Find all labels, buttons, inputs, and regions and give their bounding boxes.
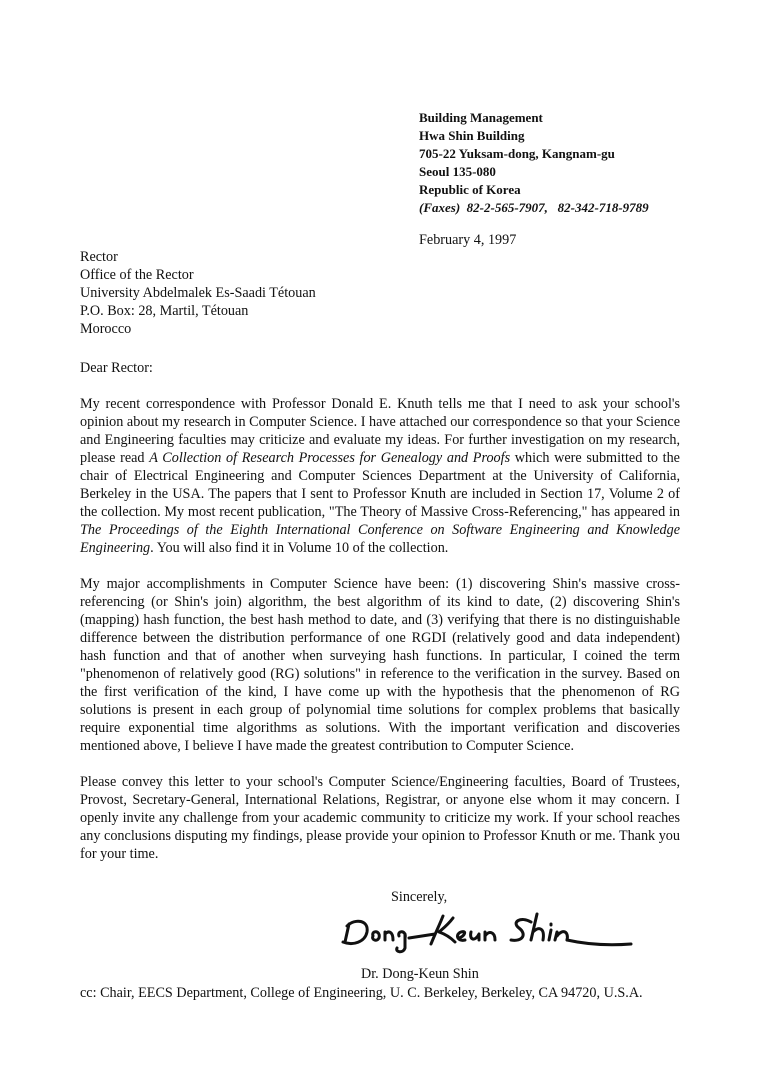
closing: Sincerely, <box>391 889 448 905</box>
recipient-line: University Abdelmalek Es-Saadi Tétouan <box>80 285 316 301</box>
fax-label: (Faxes) <box>419 200 461 215</box>
sender-line: Republic of Korea <box>419 182 521 197</box>
paragraph-1 <box>80 395 680 557</box>
p1-title-proceedings: The Proceedings of the Eighth International Conference on Software Engineering and Knowledge Engineering <box>80 522 680 556</box>
handwritten-signature <box>335 908 635 958</box>
fax-numbers: 82-2-565-7907, 82-342-718-9789 <box>466 200 649 215</box>
sender-address <box>419 109 649 217</box>
letter-body <box>80 395 680 881</box>
recipient-address <box>80 248 316 338</box>
sender-line: Building Management <box>419 110 543 125</box>
sender-line: Hwa Shin Building <box>419 128 525 143</box>
recipient-line: Morocco <box>80 321 132 337</box>
p1-text-c: which were submitted to the chair of Electrical Engineering and Computer Sciences Department at the University of California, Berkeley in the USA. The papers that I sent to Professor Knuth are included in Section 17, Volume 2 of the collection. My most recent publication, "The Theory of Massive Cross-Referencing," has appeared in <box>80 450 680 520</box>
cc-line: cc: Chair, EECS Department, College of Engineering, U. C. Berkeley, Berkeley, CA 94720, U.S.A. <box>80 985 643 1001</box>
recipient-line: Office of the Rector <box>80 267 194 283</box>
recipient-line: Rector <box>80 249 118 265</box>
sender-fax-line <box>419 199 649 217</box>
recipient-line: P.O. Box: 28, Martil, Tétouan <box>80 303 249 319</box>
letter-date: February 4, 1997 <box>419 232 517 248</box>
p1-text-e: . You will also find it in Volume 10 of the collection. <box>150 540 449 556</box>
p1-title-collection: A Collection of Research Processes for Genealogy and Proofs <box>149 450 511 466</box>
paragraph-2: My major accomplishments in Computer Science have been: (1) discovering Shin's massive cross-referencing (or Shin's join) algorithm, the best algorithm of its kind to date, (2) discovering Shin's (mapping) hash function, the best hash method to date, and (3) verifying that there is no distinguishable difference between the distribution performance of one RGDI (relatively good and data independent) hash function and that of another when surveying hash functions. In particular, I coined the term "phenomenon of relatively good (RG) solutions" in reference to the verification in the survey. Based on the first verification of the kind, I have come up with the hypothesis that the phenomenon of RG solutions is present in each group of polynomial time solutions for complex problems that basically require exponential time algorithms as solutions. With the important verification and discoveries mentioned above, I believe I have made the greatest contribution to Computer Science. <box>80 576 680 754</box>
salutation: Dear Rector: <box>80 360 153 376</box>
paragraph-3: Please convey this letter to your school's Computer Science/Engineering faculties, Board of Trustees, Provost, Secretary-General, International Relations, Registrar, or anyone else whom it may concern. I openly invite any challenge from your academic community to criticize my work. If your school reaches any conclusions disputing my findings, please provide your opinion to Professor Knuth or me. Thank you for your time. <box>80 774 680 862</box>
sender-line: 705-22 Yuksam-dong, Kangnam-gu <box>419 146 615 161</box>
p1-text-a: My recent correspondence with Professor Donald E. Knuth tells me that I need to ask your school's opinion about my research in Computer Science. I have attached our correspondence so that your Science and Engineering faculties may criticize and evaluate my ideas. For further investigation on my research, please read <box>80 396 680 466</box>
signer-name: Dr. Dong-Keun Shin <box>361 966 479 982</box>
sender-line: Seoul 135-080 <box>419 164 496 179</box>
